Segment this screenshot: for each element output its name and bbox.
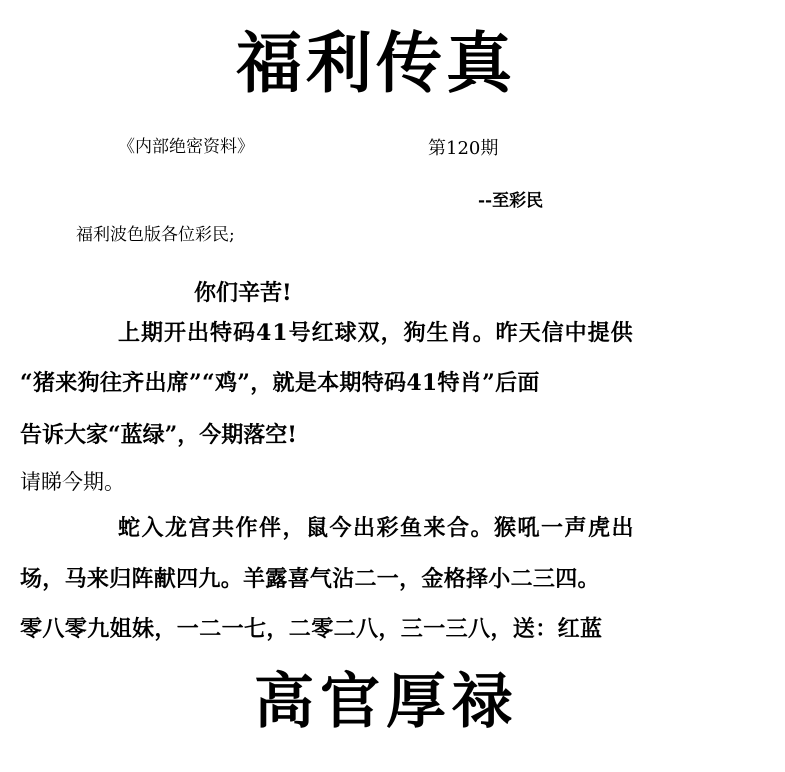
issue-number: 第120期 (428, 138, 499, 159)
greeting-line: 福利波色版各位彩民; (76, 225, 235, 245)
salutation: 你们辛苦! (194, 280, 292, 306)
body-line: 告诉大家“蓝绿”，今期落空! (20, 422, 297, 448)
closing-blessing: 高官厚禄 (254, 667, 518, 737)
document-title: 福利传真 (236, 24, 516, 102)
body-line: 上期开出特码41号红球双，狗生肖。昨天信中提供 (118, 320, 634, 346)
body-line: 场，马来归阵献四九。羊露喜气沾二一，金格择小二三四。 (20, 566, 600, 592)
body-line: 零八零九姐妹，一二一七，二零二八，三一三八，送：红蓝 (20, 616, 603, 642)
confidential-subtitle: 《内部绝密资料》 (118, 137, 254, 157)
addressee-line: --至彩民 (478, 191, 544, 211)
body-line: 请睇今期。 (20, 470, 125, 494)
body-line: “猪来狗往齐出席”“鸡”，就是本期特码41特肖”后面 (20, 370, 540, 396)
body-line: 蛇入龙宫共作伴，鼠今出彩鱼来合。猴吼一声虎出 (118, 515, 636, 541)
